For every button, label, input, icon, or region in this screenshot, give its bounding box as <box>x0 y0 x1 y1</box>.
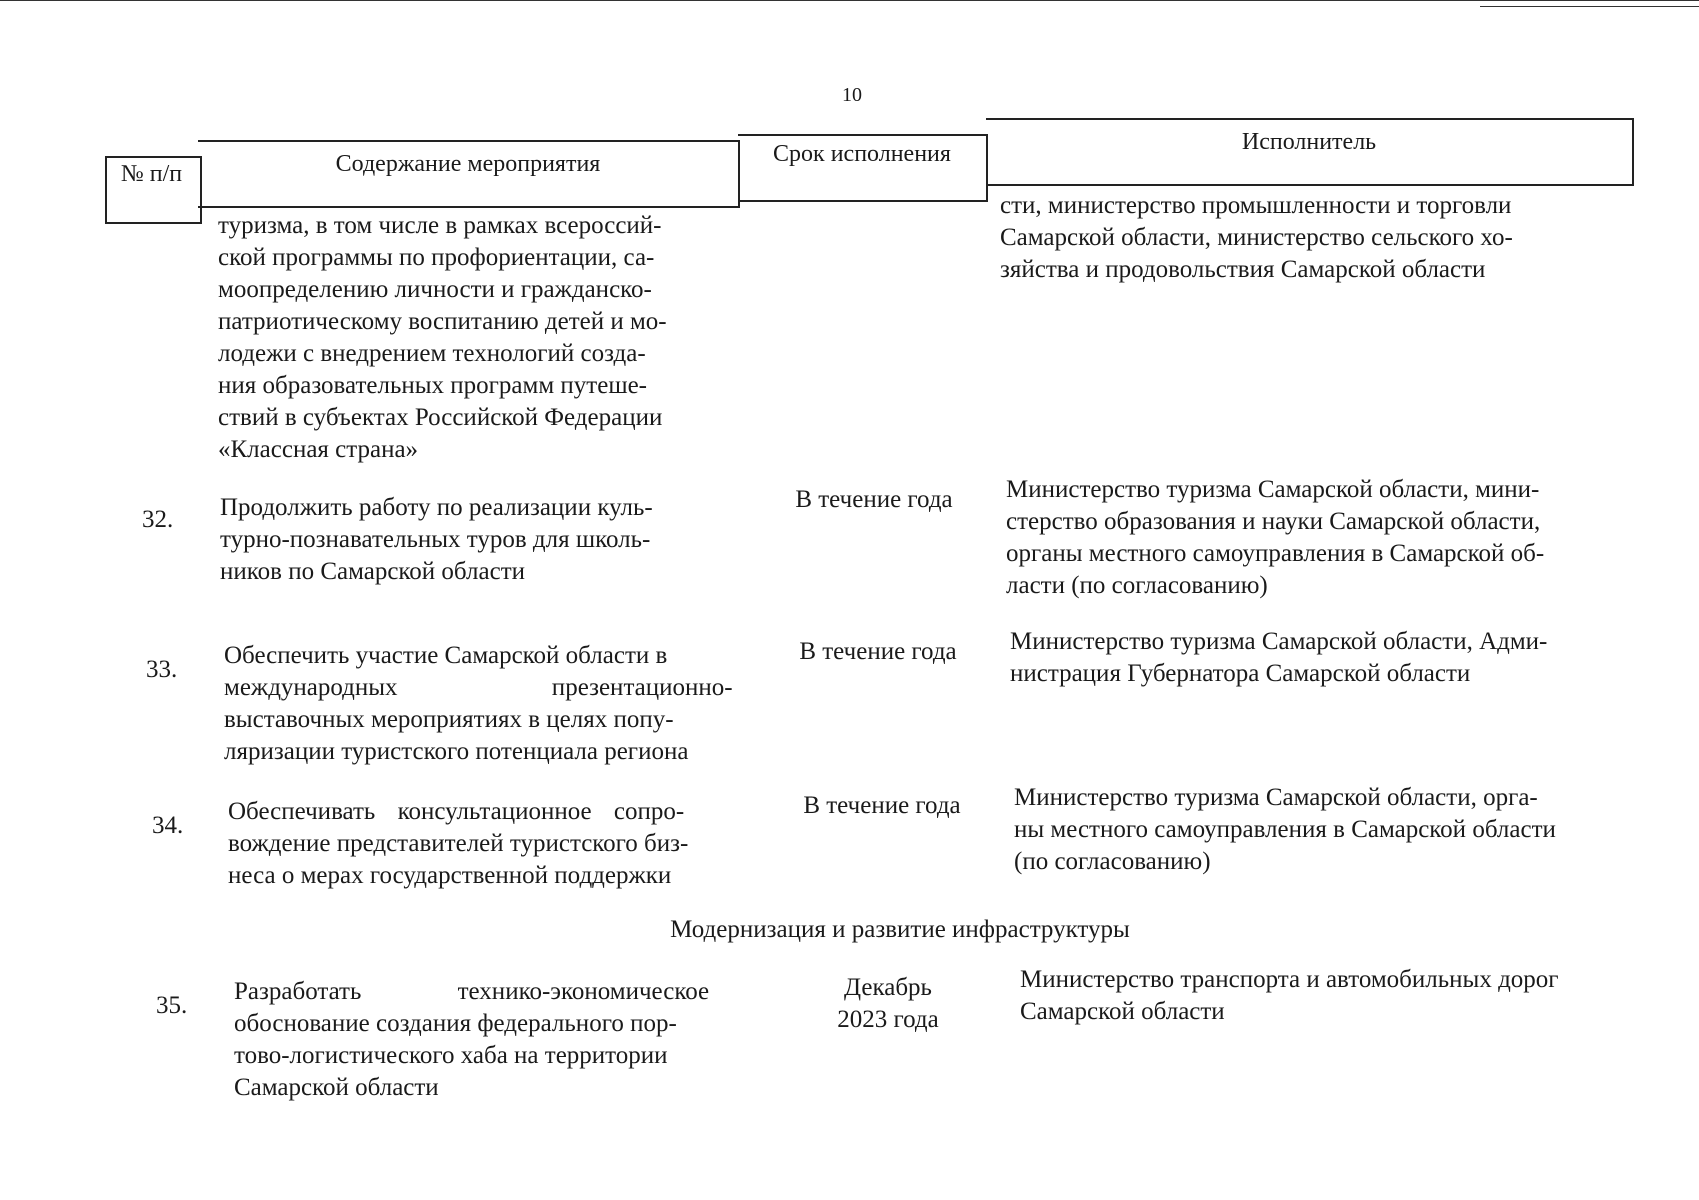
text-line: тово-логистического хаба на территории <box>234 1042 668 1069</box>
text-line: Самарской области <box>1020 998 1225 1025</box>
text-line: неса о мерах государственной поддержки <box>228 862 672 889</box>
header-term-label: Срок исполнения <box>773 141 951 167</box>
continuation-executor <box>1000 190 1630 286</box>
text-line: вождение представителей туристского биз- <box>228 830 689 857</box>
text-line: ствий в субъектах Российской Федерации <box>218 404 663 431</box>
row-term <box>774 972 1002 1036</box>
text-line: нистрация Губернатора Самарской области <box>1010 660 1471 687</box>
header-content-label: Содержание мероприятия <box>335 151 601 177</box>
text-line: органы местного самоуправления в Самарской об- <box>1006 540 1545 567</box>
text-line: 2023 года <box>837 1006 939 1033</box>
text-line: ников по Самарской области <box>220 558 526 585</box>
row-executor <box>1010 626 1632 690</box>
text-line: моопределению личности и гражданско- <box>218 276 652 303</box>
row-number: 35. <box>156 992 188 1019</box>
text-line: Министерство транспорта и автомобильных дорог <box>1020 966 1559 993</box>
text-line: Министерство туризма Самарской области, орга- <box>1014 784 1538 811</box>
section-title: Модернизация и развитие инфраструктуры <box>670 916 1130 943</box>
row-term <box>768 790 996 822</box>
row-content <box>224 640 744 768</box>
row-term <box>760 484 988 516</box>
row-number: 32. <box>142 506 174 533</box>
text-line: международных презентационно- <box>224 674 733 701</box>
row-content <box>220 492 740 588</box>
text-line: Самарской области <box>234 1074 439 1101</box>
text-line: Обеспечивать консультационное сопро- <box>228 798 685 825</box>
row-term <box>764 636 992 668</box>
text-line: (по согласованию) <box>1014 848 1211 875</box>
row-executor <box>1020 964 1640 1028</box>
header-num-label: № п/п <box>120 161 183 187</box>
row-number: 33. <box>146 656 178 683</box>
text-line: стерство образования и науки Самарской области, <box>1006 508 1541 535</box>
text-line: Самарской области, министерство сельского хо- <box>1000 224 1513 251</box>
text-line: «Классная страна» <box>218 436 419 463</box>
text-line: Разработать технико-экономическое <box>234 978 710 1005</box>
text-line: турно-познавательных туров для школь- <box>220 526 651 553</box>
text-line: ласти (по согласованию) <box>1006 572 1268 599</box>
text-line: сти, министерство промышленности и торговли <box>1000 192 1512 219</box>
text-line: Министерство туризма Самарской области, мини- <box>1006 476 1540 503</box>
text-line: Продолжить работу по реализации куль- <box>220 494 653 521</box>
text-line: обоснование создания федерального пор- <box>234 1010 677 1037</box>
text-line: Обеспечить участие Самарской области в <box>224 642 668 669</box>
scan-top-edge <box>0 0 1699 1</box>
text-line: выставочных мероприятиях в целях попу- <box>224 706 674 733</box>
page-number: 10 <box>842 84 862 106</box>
row-executor <box>1006 474 1632 602</box>
text-line: Декабрь <box>844 974 932 1001</box>
text-line: Министерство туризма Самарской области, Адми- <box>1010 628 1548 655</box>
text-line: зяйства и продовольствия Самарской области <box>1000 256 1486 283</box>
row-content <box>234 976 754 1104</box>
continuation-content <box>218 210 738 466</box>
text-line: ляризации туристского потенциала региона <box>224 738 689 765</box>
header-executor-label: Исполнитель <box>1241 129 1377 155</box>
row-executor <box>1014 782 1634 878</box>
text-line: ской программы по профориентации, са- <box>218 244 655 271</box>
text-line: патриотическому воспитанию детей и мо- <box>218 308 667 335</box>
text-line: В течение года <box>803 792 961 819</box>
text-line: лодежи с внедрением технологий созда- <box>218 340 646 367</box>
text-line: В течение года <box>799 638 957 665</box>
text-line: В течение года <box>795 486 953 513</box>
text-line: ны местного самоуправления в Самарской области <box>1014 816 1556 843</box>
text-line: ния образовательных программ путеше- <box>218 372 647 399</box>
scan-top-right-edge <box>1480 6 1699 7</box>
text-line: туризма, в том числе в рамках всероссий- <box>218 212 662 239</box>
row-number: 34. <box>152 812 184 839</box>
row-content <box>228 796 748 892</box>
